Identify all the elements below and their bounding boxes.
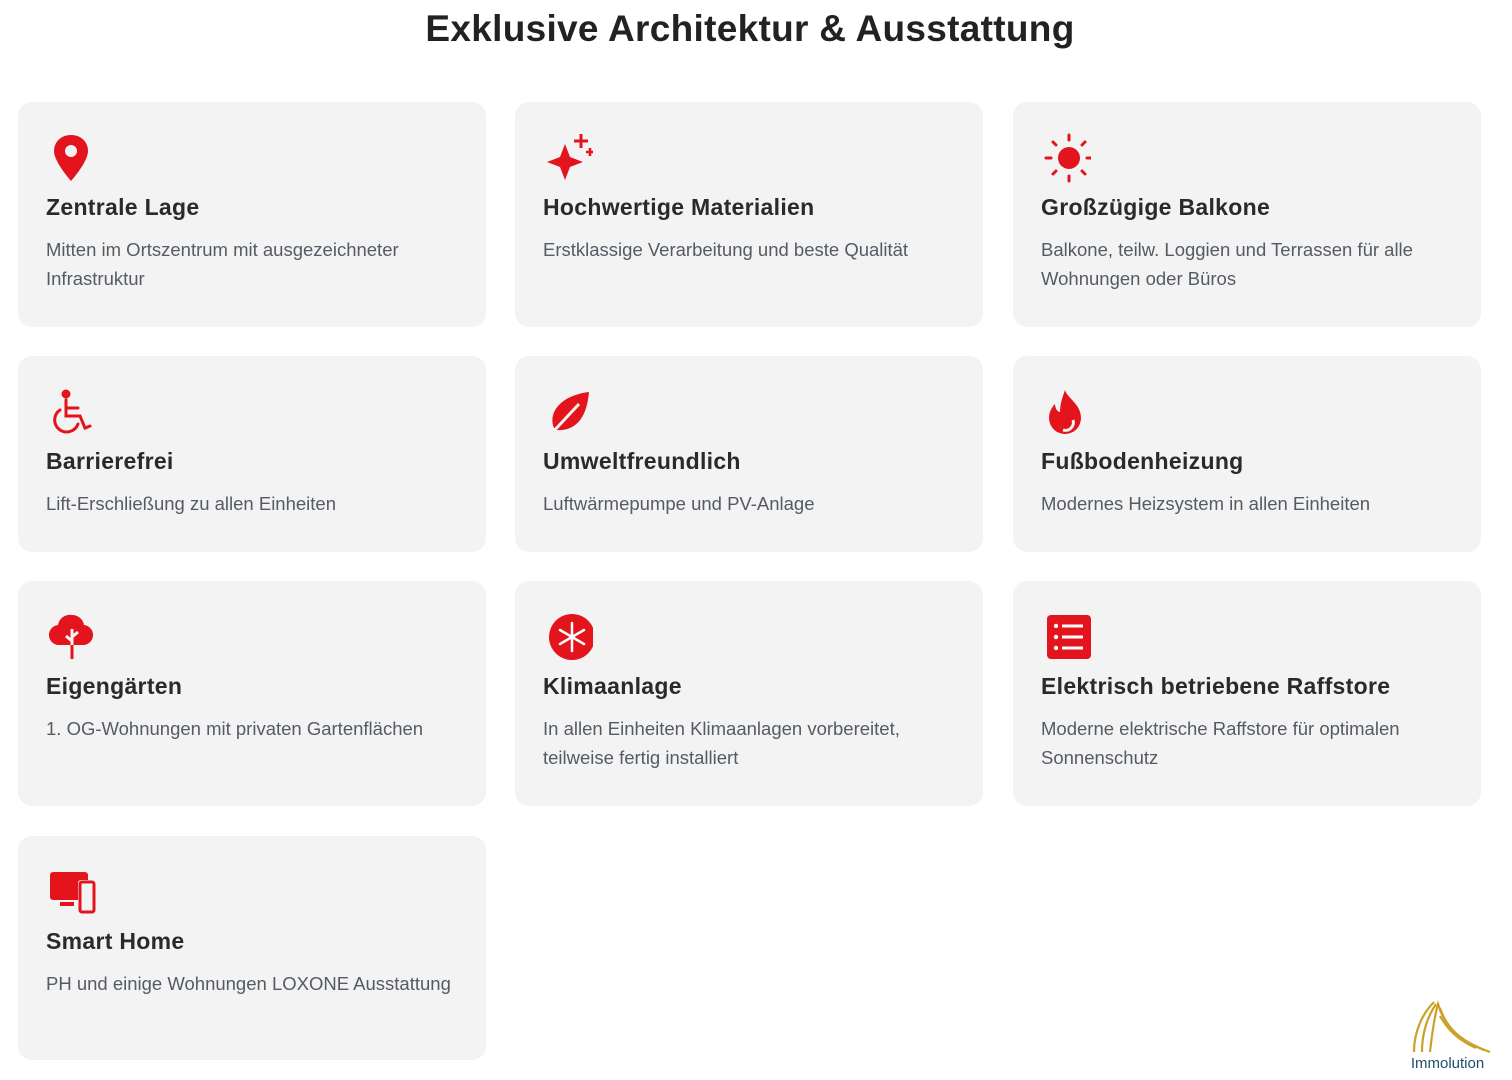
feature-title: Umweltfreundlich	[543, 448, 741, 474]
feature-title: Elektrisch betriebene Raffstore	[1041, 673, 1391, 699]
sun-icon	[1041, 132, 1091, 184]
feature-title: Klimaanlage	[543, 673, 682, 699]
feature-card-klima	[515, 581, 983, 806]
feature-description: Mitten im Ortszentrum mit ausgezeichneter Infrastruktur	[46, 239, 399, 289]
leaf-icon	[543, 386, 593, 438]
flame-icon	[1041, 386, 1091, 438]
feature-card-balkone	[1013, 102, 1481, 327]
feature-card-heizung	[1013, 356, 1481, 552]
feature-description: 1. OG-Wohnungen mit privaten Gartenflächen	[46, 718, 424, 739]
feature-description: Luftwärmepumpe und PV-Anlage	[543, 493, 815, 514]
logo-text: Immolution	[1410, 1055, 1485, 1072]
page-title: Exklusive Architektur & Ausstattung	[425, 8, 1075, 49]
feature-title: Barrierefrei	[46, 448, 174, 474]
feature-description: Lift-Erschließung zu allen Einheiten	[46, 493, 336, 514]
snowflake-icon	[543, 611, 593, 663]
immolution-logo	[1400, 996, 1500, 1076]
feature-title: Eigengärten	[46, 673, 183, 699]
feature-card-barrierefrei	[18, 356, 486, 552]
feature-card-smart-home	[18, 836, 486, 1060]
tree-icon	[46, 611, 96, 663]
feature-card-umwelt	[515, 356, 983, 552]
feature-title: Zentrale Lage	[46, 194, 200, 220]
feature-title: Smart Home	[46, 928, 185, 954]
feature-description: Erstklassige Verarbeitung und beste Qualität	[543, 239, 909, 260]
feature-description: Moderne elektrische Raffstore für optimalen Sonnenschutz	[1041, 718, 1400, 768]
wheelchair-icon	[46, 386, 96, 438]
feature-description: Balkone, teilw. Loggien und Terrassen für alle Wohnungen oder Büros	[1041, 239, 1413, 289]
feature-card-zentrale-lage	[18, 102, 486, 327]
feature-card-eigengaerten	[18, 581, 486, 806]
feature-description: PH und einige Wohnungen LOXONE Ausstattung	[46, 973, 451, 994]
feature-title: Großzügige Balkone	[1041, 194, 1271, 220]
sparkles-icon	[543, 132, 593, 184]
devices-icon	[46, 866, 96, 918]
feature-title: Fußbodenheizung	[1041, 448, 1244, 474]
feature-card-materialien	[515, 102, 983, 327]
feature-description: Modernes Heizsystem in allen Einheiten	[1041, 493, 1371, 514]
map-pin-icon	[46, 132, 96, 184]
logo-mark-icon	[1400, 996, 1500, 1056]
feature-title: Hochwertige Materialien	[543, 194, 815, 220]
feature-description: In allen Einheiten Klimaanlagen vorbereitet, teilweise fertig installiert	[543, 718, 900, 768]
list-icon	[1041, 611, 1091, 663]
feature-card-raffstore	[1013, 581, 1481, 806]
